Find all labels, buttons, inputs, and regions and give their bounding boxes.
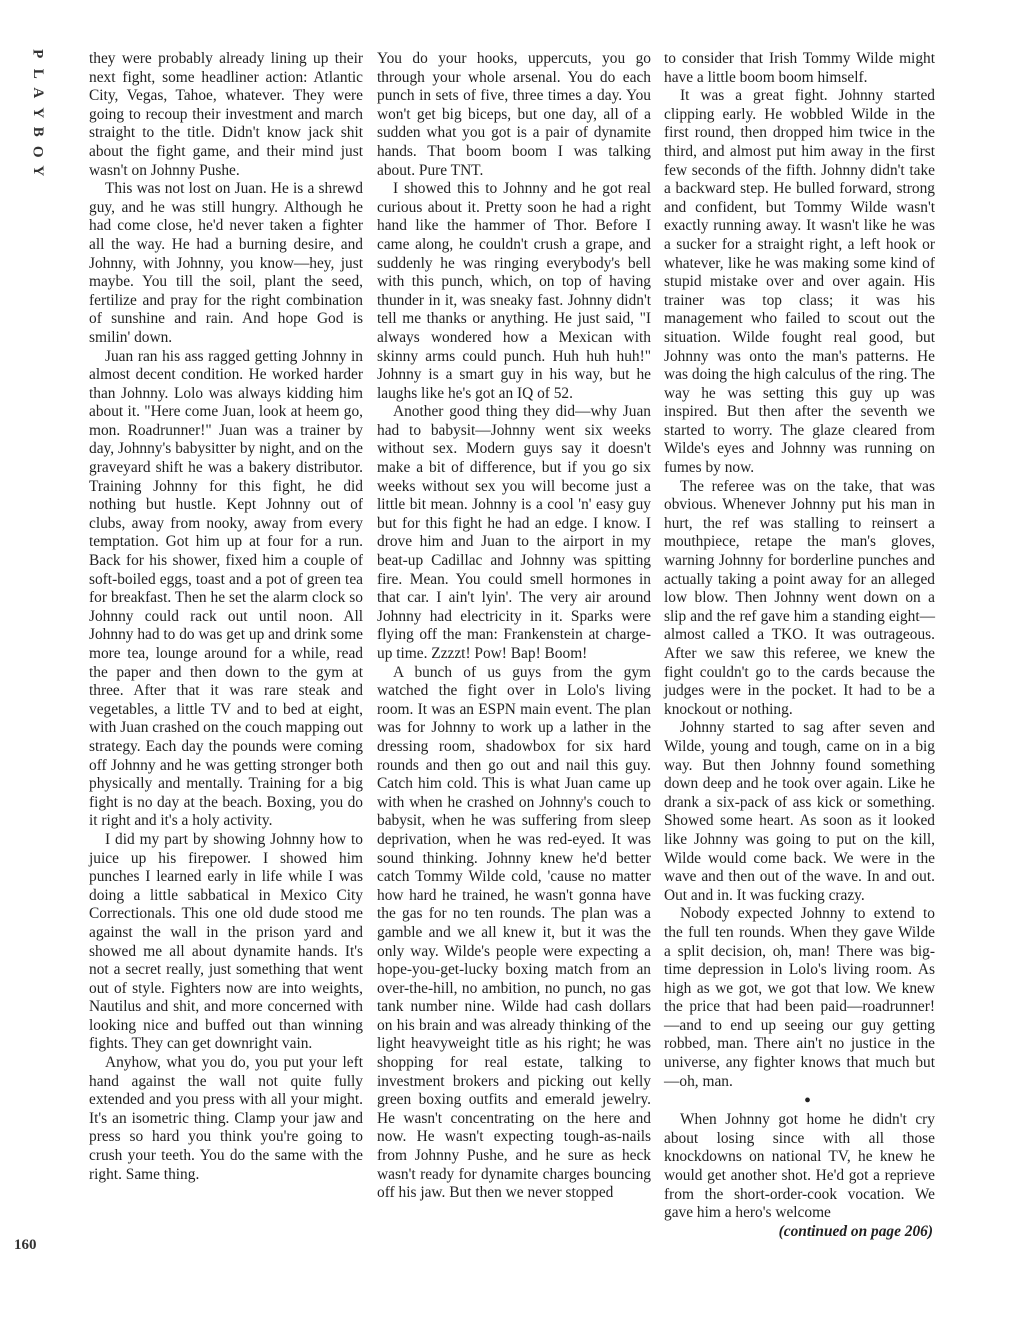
paragraph: I showed this to Johnny and he got real curious about it. Pretty soon he had a right hand like the hammer of Thor. Before I came along, he couldn't crush a grape, and suddenly he was ringing everybody's bell with this punch, which, on top of having thunder in it, was sneaky fast. Johnny didn't tell me thanks or anything. He just said, "I always wondered how a Mexican with skinny arms could punch. Huh huh huh!" Johnny is a smart guy in his way, but he laughs like he's got an IQ of 52. [377, 180, 651, 402]
masthead-letter: Y [29, 165, 46, 177]
paragraph: Another good thing they did—why Juan had to babysit—Johnny went six weeks without sex. Modern guys say it doesn't make a bit of difference, but if you go six weeks without sex you will become just a little bit mean. Johnny is a cool 'n' easy guy but for this fight he had an edge. I know. I drove him and Juan to the airport in my beat-up Cadillac and Johnny was spitting fire. Mean. You could smell hormones in that car. I ain't lyin'. The very air around Johnny had electricity in it. Sparks were flying off the man: Frankenstein at charge-up time. Zzzzt! Pow! Bap! Boom! [377, 403, 651, 662]
paragraph: Nobody expected Johnny to extend to the full ten rounds. When they gave Wilde a split decision, oh, man! There was big-time depression in Lolo's living room. As high as we got, we got that low. We knew the price that had been paid—roadrunner!—and to end up seeing our guy getting robbed, man. There ain't no justice in the universe, any fighter knows that much but—oh, man. [664, 905, 935, 1090]
masthead-letter: Y [29, 106, 46, 118]
text-column-1 [89, 50, 363, 1184]
text-column-3 [664, 50, 935, 1241]
paragraph: A bunch of us guys from the gym watched the fight over in Lolo's living room. It was an ESPN main event. The plan was for Johnny to work up a lather in the dressing room, shadowbox for six hard rounds and then go out and nail this guy. Catch him cold. This is what Juan came up with when he crashed on Johnny's couch to babysit, when he was suffering from sleep deprivation, when he was red-eyed. It was sound thinking. Johnny knew he'd better catch Tommy Wilde cold, 'cause no matter how hard he trained, he wasn't gonna have the gas for no ten rounds. The plan was a gamble and we all knew it, but it was the only way. Wilde's people were expecting a hope-you-get-lucky boxing match from an over-the-hill, no ambition, no punch, no gas tank number nine. Wilde had cash dollars on his brain and was already thinking of the light heavyweight title as his right; he was shopping for real estate, talking to investment brokers and picking out kelly green boxing outfits and emerald jewelry. He wasn't concentrating on the here and now. He wasn't expecting tough-as-nails from Johnny Pushe, and he sure as heck wasn't ready for dynamite charges bouncing off his jaw. But then we never stopped [377, 663, 651, 1202]
masthead-letter: B [29, 126, 46, 137]
page-number: 160 [14, 1237, 37, 1253]
masthead-letter: O [29, 145, 46, 158]
paragraph: This was not lost on Juan. He is a shrewd guy, and he was still hungry. Although he had come close, he'd never taken a fighter all the way. He had a burning desire, and Johnny, with Johnny, you know—hey, just maybe. You till the soil, plant the seed, fertilize and pray for the right combination of sunshine and rain. And hope God is smilin' down. [89, 180, 363, 346]
paragraph: When Johnny got home he didn't cry about losing since with all those knockdowns on national TV, he knew he would get another shot. He'd got a reprieve from the short-order-cook vocation. We gave him a hero's welcome [664, 1111, 935, 1222]
masthead-letter: A [29, 87, 46, 99]
paragraph: they were probably already lining up their next fight, some headliner action: Atlantic City, Vegas, Tahoe, whatever. They were going to recoup their investment and march straight to the title. Didn't know jack shit about the fight game, and their mind just wasn't on Johnny Pushe. [89, 50, 363, 179]
paragraph: Johnny started to sag after seven and Wilde, young and tough, came on in a big way. But then Johnny found something down deep and he took over again. Like he drank a six-pack of ass kick or something. Showed some heart. As soon as it looked like Johnny was going to put on the kill, Wilde would come back. We were in the wave and then out of the wave. In and out. Out and in. It was fucking crazy. [664, 719, 935, 904]
paragraph: to consider that Irish Tommy Wilde might have a little boom boom himself. [664, 50, 935, 86]
masthead-letter: P [29, 49, 46, 59]
paragraph: The referee was on the take, that was obvious. Whenever Johnny put his man in hurt, the ref was stalling to reinsert a mouthpiece, retape the man's gloves, warning Johnny for borderline punches and actually taking a point away for an alleged low blow. Then Johnny went down on a slip and the ref gave him a standing eight—almost called a TKO. It was outrageous. After we saw this referee, we knew the fight couldn't go to the cards because the judges were in the pocket. It had to be a knockout or nothing. [664, 477, 935, 718]
section-break-bullet: • [803, 1090, 811, 1113]
paragraph: Juan ran his ass ragged getting Johnny in almost decent condition. He worked harder than Johnny. Lolo was always kidding him about it. "Here come Juan, look at heem go, mon. Roadrunner!" Juan was a trainer by day, Johnny's babysitter by night, and on the graveyard shift he was a bakery distributor. Training Johnny for this fight, he did nothing but hustle. Kept Johnny out of clubs, away from nooky, away from every temptation. Got him up at four for a run. Back for his shower, fixed him a couple of soft-boiled eggs, toast and a pot of green tea for breakfast. Then he set the alarm clock so Johnny could rack out until noon. All Johnny had to do was get up and drink some more tea, lounge around for a while, read the paper and then down to the gym at three. After that it was rare steak and vegetables, a little TV and to bed at eight, with Juan crashed on the couch mapping out strategy. Each day the pounds were coming off Johnny and he was getting stronger both physically and mentally. Training for a big fight is no day at the beach. Boxing, you do it right and it's a holy activity. [89, 347, 364, 830]
paragraph: You do your hooks, uppercuts, you go through your whole arsenal. You do each punch in sets of five, three times a day. You won't get big biceps, but one day, all of a sudden what you got is a pair of dynamite hands. That boom boom I was talking about. Pure TNT. [377, 50, 651, 179]
text-column-2 [377, 50, 651, 1203]
continued-note: (continued on page 206) [778, 1222, 933, 1240]
masthead-letter: L [29, 68, 46, 79]
magazine-masthead [26, 44, 48, 181]
paragraph: It was a great fight. Johnny started clipping early. He wobbled Wilde in the first round, then dropped him twice in the third, and almost put him away in the first few seconds of the fifth. Johnny didn't take a backward step. He bulled forward, strong and confident, but Tommy Wilde wasn't exactly running away. It wasn't like he was a sucker for a straight right, a left hook or whatever, like he was making some kind of stupid mistake over and over again. His trainer was top class; it was his management who failed to scout out the situation. Wilde fought real good, but Johnny was onto the man's patterns. He was doing the high calculus of the ring. The way he was setting this guy up was inspired. But then after the seventh we started to worry. The glaze cleared from Wilde's eyes and Johnny was running on fumes by now. [664, 87, 935, 477]
paragraph: I did my part by showing Johnny how to juice up his firepower. I showed him punches I learned early in life while I was doing a little sabbatical in Mexico City Correctionals. This one old dude stood me against the wall in the prison yard and showed me all about dynamite hands. It's not a secret really, just something that went out of style. Fighters now are into weights, Nautilus and shit, and more concerned with looking nice and buffed out than winning fights. They can get downright vain. [89, 830, 363, 1053]
paragraph: Anyhow, what you do, you put your left hand against the wall not quite fully extended and you press with all your might. It's an isometric thing. Clamp your jaw and press so hard you think you're going to crush your teeth. You do the same with the right. Same thing. [89, 1054, 363, 1183]
